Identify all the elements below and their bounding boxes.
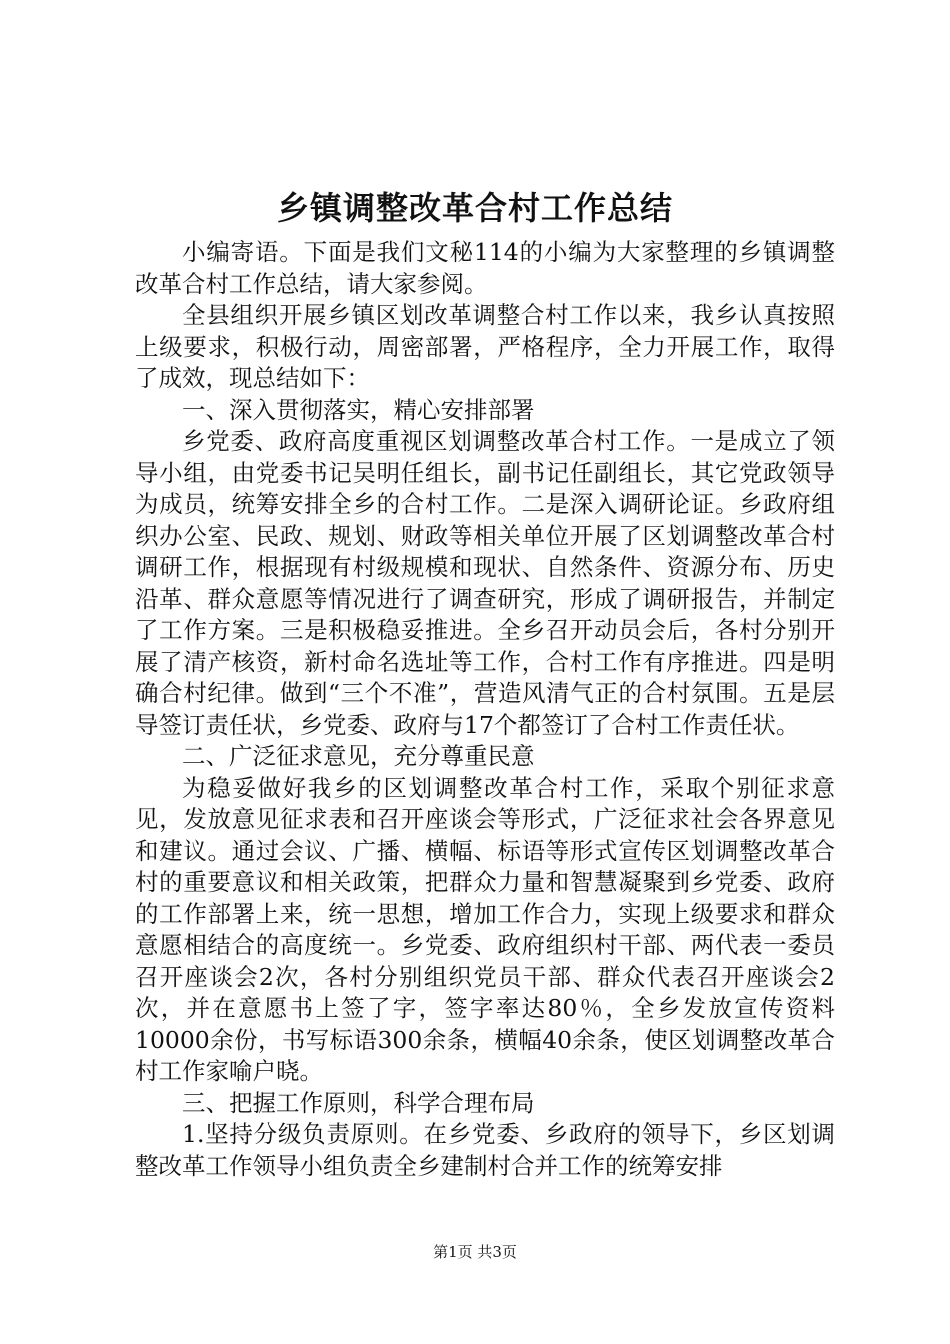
paragraph-overview: 全县组织开展乡镇区划改革调整合村工作以来，我乡认真按照上级要求，积极行动，周密部署，严格程序，全力开展工作，取得了成效，现总结如下： xyxy=(135,301,835,392)
page-number-footer: 第1页 共3页 xyxy=(433,1243,517,1261)
paragraph-section-2: 为稳妥做好我乡的区划调整改革合村工作，采取个别征求意见，发放意见征求表和召开座谈会等形式，广泛征求社会各界意见和建议。通过会议、广播、横幅、标语等形式宣传区划调整改革合村的重要意议和相关政策，把群众力量和智慧凝聚到乡党委、政府的工作部署上来，统一思想，增加工作合力，实现上级要求和群众意愿相结合的高度统一。乡党委、政府组织村干部、两代表一委员召开座谈会2次，各村分别组织党员干部、群众代表召开座谈会2次，并在意愿书上签了字，签字率达80％，全乡发放宣传资料10000余份，书写标语300余条，横幅40余条，使区划调整改革合村工作家喻户晓。 xyxy=(135,773,835,1085)
document-title: 乡镇调整改革合村工作总结 xyxy=(276,189,673,227)
section-heading-1: 一、深入贯彻落实，精心安排部署 xyxy=(182,395,535,424)
section-heading-2: 二、广泛征求意见，充分尊重民意 xyxy=(182,742,535,770)
section-heading-3: 三、把握工作原则，科学合理布局 xyxy=(182,1088,535,1117)
paragraph-section-1: 乡党委、政府高度重视区划调整改革合村工作。一是成立了领导小组，由党委书记吴明任组长，副书记任副组长，其它党政领导为成员，统筹安排全乡的合村工作。二是深入调研论证。乡政府组织办公室、民政、规划、财政等相关单位开展了区划调整改革合村调研工作，根据现有村级规模和现状、自然条件、资源分布、历史沿革、群众意愿等情况进行了调查研究，形成了调研报告，并制定了工作方案。三是积极稳妥推进。全乡召开动员会后，各村分别开展了清产核资，新村命名选址等工作，合村工作有序推进。四是明确合村纪律。做到“三个不准”，营造风清气正的合村氛围。五是层导签订责任状，乡党委、政府与17个都签订了合村工作责任状。 xyxy=(135,427,835,739)
paragraph-section-3: 1.坚持分级负责原则。在乡党委、乡政府的领导下，乡区划调整改革工作领导小组负责全乡建制村合并工作的统筹安排 xyxy=(135,1120,835,1180)
paragraph-intro: 小编寄语。下面是我们文秘114的小编为大家整理的乡镇调整改革合村工作总结，请大家参阅。 xyxy=(135,238,835,298)
document-body xyxy=(135,237,835,1182)
